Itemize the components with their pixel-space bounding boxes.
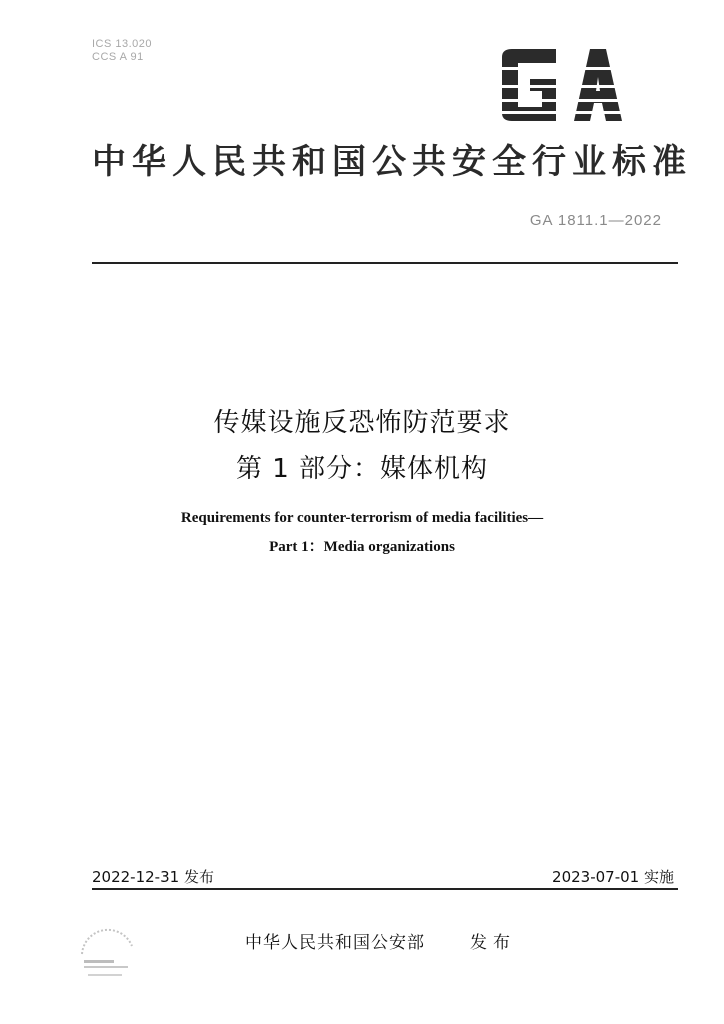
chinese-title-line1: 传媒设施反恐怖防范要求 (213, 408, 511, 438)
issue-date: 2022-12-31 发布 (92, 868, 214, 886)
publisher-name: 中华人民共和国公安部 (245, 933, 425, 953)
publish-label: 发布 (470, 933, 516, 953)
implementation-date: 2023-07-01 实施 (552, 868, 674, 886)
seal-stamp-icon (70, 924, 144, 986)
classification-codes (92, 38, 152, 64)
top-divider (92, 262, 678, 264)
english-title-line1: Requirements for counter-terrorism of media facilities— (180, 510, 544, 526)
ics-code: ICS 13.020 (92, 38, 153, 50)
ccs-code: CCS A 91 (92, 51, 144, 63)
standard-number: GA 1811.1—2022 (529, 212, 662, 229)
english-title-line2: Part 1：Media organizations (269, 539, 455, 555)
bottom-divider (92, 888, 678, 890)
chinese-title-line2: 第 1 部分：媒体机构 (235, 454, 489, 484)
standard-category-title: 中华人民共和国公共安全行业标准 (92, 142, 692, 182)
ga-logo (498, 47, 624, 123)
